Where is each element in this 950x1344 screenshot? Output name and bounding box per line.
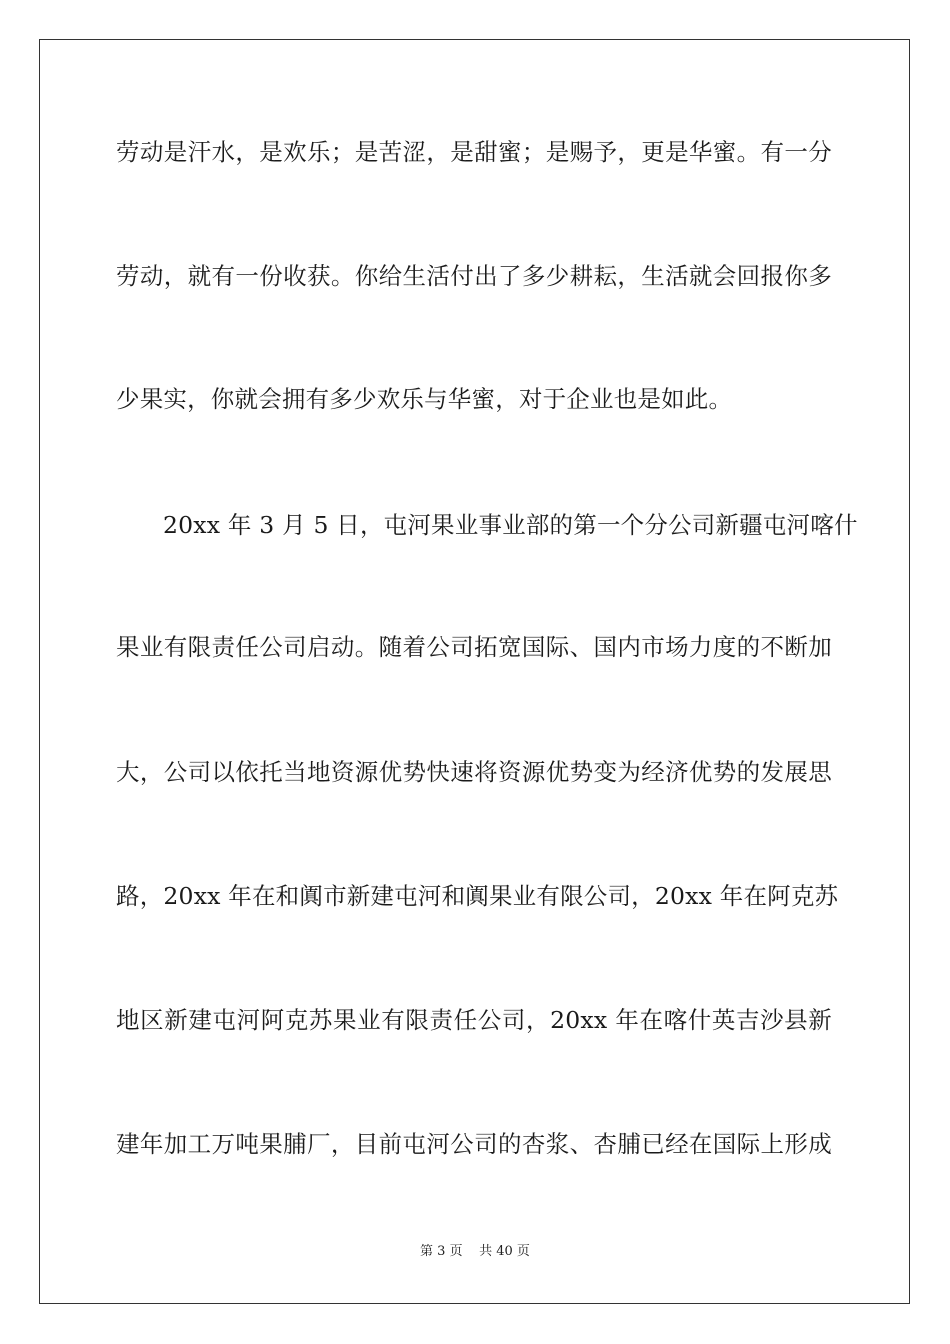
page-number: 第 3 页 [420, 1244, 463, 1259]
text-line: 路，20xx 年在和阗市新建屯河和阗果业有限公司，20xx 年在阿克苏 [116, 882, 839, 910]
text-line: 少果实，你就会拥有多少欢乐与华蜜，对于企业也是如此。 [116, 385, 733, 413]
text-line: 大，公司以依托当地资源优势快速将资源优势变为经济优势的发展思 [116, 758, 832, 786]
text-line: 果业有限责任公司启动。随着公司拓宽国际、国内市场力度的不断加 [116, 633, 832, 661]
text-line: 建年加工万吨果脯厂，目前屯河公司的杏浆、杏脯已经在国际上形成 [116, 1130, 832, 1158]
page-border [39, 39, 910, 1304]
text-line: 地区新建屯河阿克苏果业有限责任公司，20xx 年在喀什英吉沙县新 [116, 1006, 832, 1034]
text-line-paragraph-start: 20xx 年 3 月 5 日，屯河果业事业部的第一个分公司新疆屯河喀什 [163, 511, 858, 539]
text-line: 劳动，就有一份收获。你给生活付出了多少耕耘，生活就会回报你多 [116, 262, 832, 290]
text-line: 劳动是汗水，是欢乐；是苦涩，是甜蜜；是赐予，更是华蜜。有一分 [116, 138, 832, 166]
page-total: 共 40 页 [479, 1244, 530, 1259]
page-footer [0, 1243, 950, 1261]
